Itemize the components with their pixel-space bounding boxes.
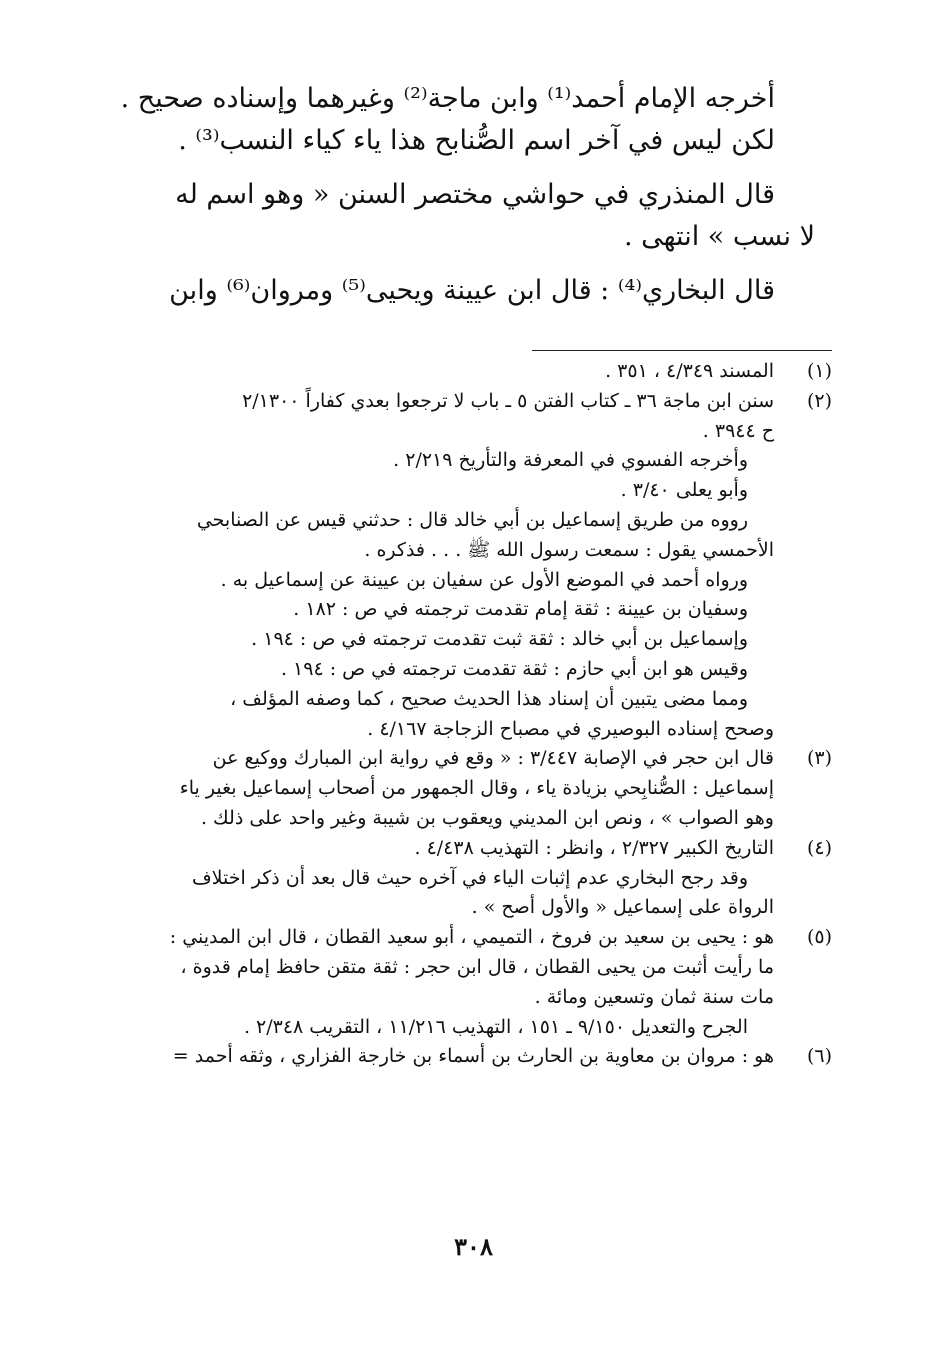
footnote-line: ح ٣٩٤٤ . bbox=[702, 419, 774, 442]
footnote-line: التاريخ الكبير ٢/٣٢٧ ، وانظر : التهذيب ٤/٤٣٨ . bbox=[414, 836, 774, 859]
footnote-line: ورواه أحمد في الموضع الأول عن سفيان بن عيينة عن إسماعيل به . bbox=[220, 568, 748, 591]
footnote-5 bbox=[127, 923, 832, 1042]
main-text bbox=[115, 78, 815, 312]
page-number: ٣٠٨ bbox=[454, 1232, 493, 1261]
footnote-line: الجرح والتعديل ٩/١٥٠ ـ ١٥١ ، التهذيب ١١/٢١٦ ، التقريب ٢/٣٤٨ . bbox=[243, 1015, 748, 1038]
main-line: قال المنذري في حواشي مختصر السنن « وهو اسم له bbox=[175, 179, 775, 210]
footnote-line: وصحح إسناده البوصيري في مصباح الزجاجة ٤/١٦٧ . bbox=[367, 717, 774, 740]
footnote-line: وسفيان بن عيينة : ثقة إمام تقدمت ترجمته في ص : ١٨٢ . bbox=[293, 598, 748, 621]
footnote-line: الأحمسي يقول : سمعت رسول الله ﷺ . . . فذكره . bbox=[364, 538, 774, 561]
footnotes bbox=[127, 357, 832, 1072]
footnote-number: (٢) bbox=[806, 389, 832, 412]
footnote-number: (٥) bbox=[806, 926, 832, 949]
footnote-line: رووه من طريق إسماعيل بن أبي خالد قال : حدثني قيس عن الصنابحي bbox=[196, 508, 748, 531]
footnote-line: المسند ٤/٣٤٩ ، ٣٥١ . bbox=[605, 360, 774, 382]
footnote-number: (١) bbox=[806, 360, 832, 382]
footnote-line: هو : مروان بن معاوية بن الحارث بن أسماء بن خارجة الفزاري ، وثقه أحمد = bbox=[172, 1045, 774, 1068]
footnote-line: ومما مضى يتبين أن إسناد هذا الحديث صحيح ، كما وصفه المؤلف ، bbox=[230, 687, 748, 710]
footnote-4 bbox=[127, 834, 832, 923]
footnote-3 bbox=[127, 744, 832, 833]
footnote-line: وأخرجه الفسوي في المعرفة والتأريخ ٢/٢١٩ . bbox=[393, 449, 748, 472]
footnote-1 bbox=[127, 357, 832, 387]
footnote-line: وقد رجح البخاري عدم إثبات الياء في آخره حيث قال بعد أن ذكر اختلاف bbox=[191, 866, 748, 889]
footnote-line: قال ابن حجر في الإصابة ٣/٤٤٧ : « وقع في رواية ابن المبارك ووكيع عن bbox=[212, 747, 774, 770]
footnote-line: مات سنة ثمان وتسعين ومائة . bbox=[534, 985, 774, 1008]
footnote-line: هو : يحيى بن سعيد بن فروخ ، التميمي ، أبو سعيد القطان ، قال ابن المديني : bbox=[169, 926, 774, 949]
footnote-line: وإسماعيل بن أبي خالد : ثقة ثبت تقدمت ترجمته في ص : ١٩٤ . bbox=[251, 628, 748, 651]
footnote-line: وقيس هو ابن أبي حازم : ثقة تقدمت ترجمته في ص : ١٩٤ . bbox=[280, 657, 748, 680]
footnote-line: سنن ابن ماجة ٣٦ ـ كتاب الفتن ٥ ـ باب لا ترجعوا بعدي كفاراً ٢/١٣٠٠ bbox=[242, 389, 774, 412]
main-line: لكن ليس في آخر اسم الصُّنابح هذا ياء كياء النسب⁽³⁾ . bbox=[178, 125, 775, 156]
main-line: لا نسب » انتهى . bbox=[623, 221, 815, 252]
main-line: قال البخاري⁽⁴⁾ : قال ابن عيينة ويحيى⁽⁵⁾ ومروان⁽⁶⁾ وابن bbox=[169, 275, 775, 306]
footnote-divider bbox=[532, 350, 832, 351]
footnote-line: إسماعيل : الصُّنابِحي بزيادة ياء ، وقال الجمهور من أصحاب إسماعيل بغير ياء bbox=[179, 777, 774, 800]
footnote-2 bbox=[127, 387, 832, 745]
footnote-number: (٤) bbox=[806, 836, 832, 859]
footnote-line: وهو الصواب » ، ونص ابن المديني ويعقوب بن شيبة وغير واحد على ذلك . bbox=[200, 806, 774, 829]
footnote-number: (٣) bbox=[806, 747, 832, 770]
main-line: أخرجه الإمام أحمد⁽¹⁾ وابن ماجة⁽²⁾ وغيرهما وإسناده صحيح . bbox=[120, 83, 775, 114]
footnote-6 bbox=[127, 1042, 832, 1072]
footnote-line: ما رأيت أثبت من يحيى القطان ، قال ابن حجر : ثقة متقن حافظ إمام قدوة ، bbox=[180, 955, 774, 978]
footnote-line: وأبو يعلى ٣/٤٠ . bbox=[620, 479, 748, 502]
footnote-line: الرواة على إسماعيل « والأول أصح » . bbox=[471, 896, 774, 919]
footnote-number: (٦) bbox=[806, 1045, 832, 1068]
